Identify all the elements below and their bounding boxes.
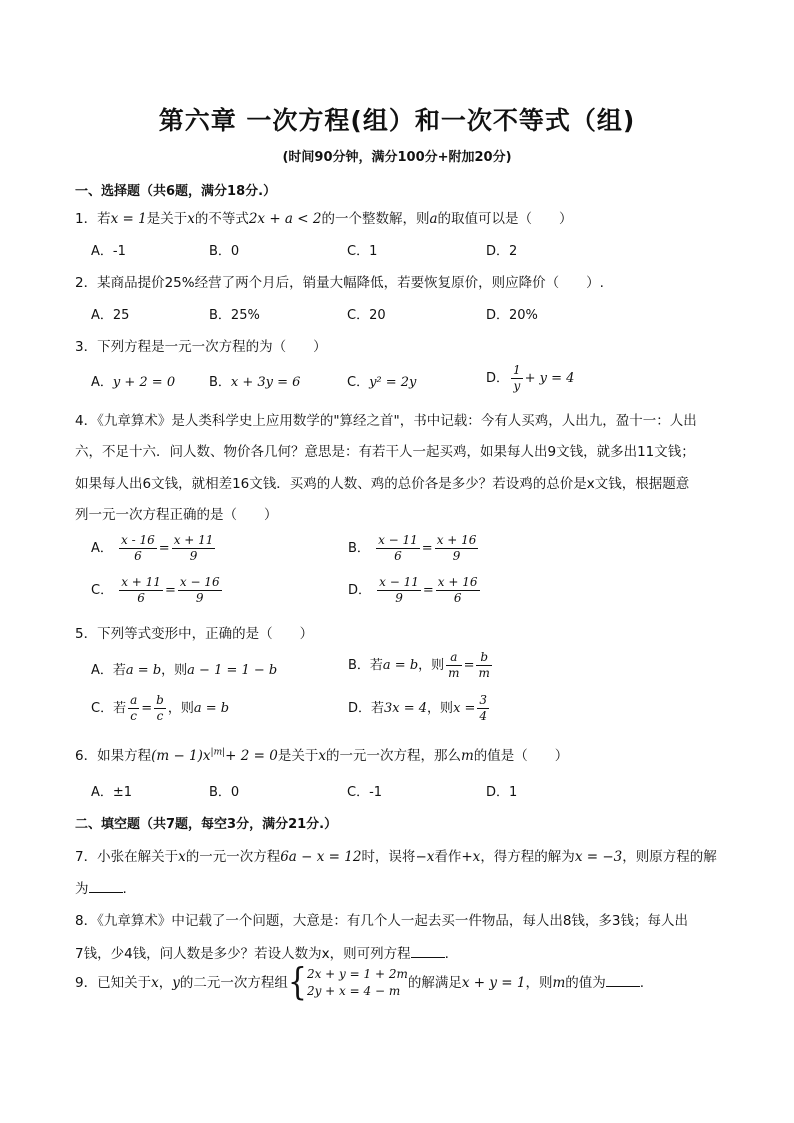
q4-line: 六，不足十六．问人数、物价各几何？意思是：有若干人一起买鸡，如果每人出9文钱，就多出11文钱； — [75, 444, 695, 460]
q5-math: a = b — [125, 663, 162, 678]
fraction-numerator: 1 — [513, 363, 521, 377]
fraction-denominator: 6 — [137, 591, 145, 605]
q1-option-d: D．2 — [486, 244, 518, 259]
q5-option-d — [348, 693, 491, 724]
fraction — [178, 575, 222, 606]
q7-line-2 — [75, 877, 127, 897]
q5-math: a = b — [382, 658, 419, 673]
fraction-denominator: 4 — [479, 709, 488, 723]
q7-math: +x — [461, 849, 481, 865]
fraction-denominator: c — [156, 709, 164, 723]
q5-option-label: B．若 — [348, 658, 383, 673]
page-title: 第六章 一次方程(组）和一次不等式（组) — [158, 106, 636, 135]
q2-option-b: B．25% — [209, 308, 260, 323]
fraction — [511, 363, 523, 394]
q9-math: x — [151, 975, 159, 991]
fraction — [436, 575, 480, 606]
q8-line-2 — [75, 942, 449, 962]
answer-blank[interactable] — [89, 882, 123, 893]
q3-option-label: B． — [209, 375, 231, 390]
q7-text: 7．小张在解关于 — [75, 849, 179, 865]
fraction-denominator: 6 — [134, 549, 142, 563]
q5-text: ，则 — [167, 701, 194, 716]
q9-text: ，则 — [525, 975, 553, 991]
fraction-denominator: 9 — [395, 591, 403, 605]
q2-option-d: D．20% — [486, 308, 538, 323]
q6-option-d: D．1 — [486, 785, 518, 800]
q6-text: 是关于 — [277, 748, 319, 764]
q8-text: . — [444, 946, 449, 962]
q4-line: 4．《九章算术》是人类科学史上应用数学的"算经之首"，书中记载：今有人买鸡，人出九，盈十一：人出 — [75, 413, 697, 429]
q7-math: −x — [415, 849, 435, 865]
q1-option-c: C．1 — [347, 244, 378, 259]
equals-sign: = — [158, 541, 170, 556]
q7-text: 为 — [75, 881, 89, 897]
q5-math: a − 1 = 1 − b — [187, 663, 278, 678]
question-5: 5．下列等式变形中，正确的是（ ） — [75, 626, 314, 642]
q6-math: m — [460, 748, 474, 764]
section-heading-choice: 一、选择题（共6题，满分18分.） — [75, 184, 277, 199]
fraction-numerator: b — [156, 693, 164, 707]
fraction — [435, 533, 479, 564]
fraction — [119, 533, 157, 564]
left-brace: { — [287, 960, 307, 1005]
answer-blank[interactable] — [411, 947, 445, 958]
q1-math: x = 1 — [110, 211, 147, 227]
q6-option-b: B．0 — [209, 785, 240, 800]
q3-option-c — [347, 371, 416, 390]
q6-math: x — [318, 748, 326, 764]
fraction — [476, 650, 491, 681]
fraction — [377, 575, 421, 606]
q1-text: 的一个整数解，则 — [321, 211, 430, 227]
q7-math: x — [178, 849, 186, 865]
q7-math: x = −3 — [574, 849, 623, 865]
q2-option-a: A．25 — [91, 308, 130, 323]
q4-option-label: C． — [91, 583, 114, 598]
q7-text: 时，误将 — [361, 849, 416, 865]
q9-math: x + y = 1 — [461, 975, 526, 991]
equation-system — [307, 966, 408, 1000]
fraction-numerator: x + 16 — [437, 575, 478, 589]
q7-math: 6a − x = 12 — [280, 849, 362, 865]
q5-option-b — [348, 650, 494, 681]
equals-sign: = — [164, 583, 176, 598]
fraction — [119, 575, 163, 606]
equals-sign: = — [141, 701, 153, 716]
equals-sign: = — [422, 583, 434, 598]
section-heading-fill: 二、填空题（共7题，每空3分，满分21分.） — [75, 817, 338, 832]
q6-text: 的值是（ ） — [473, 748, 569, 764]
q5-option-c — [91, 693, 229, 724]
q5-text: ，则 — [427, 701, 454, 716]
q7-text: 看作 — [434, 849, 462, 865]
q7-text: 的一元一次方程 — [185, 849, 281, 865]
q8-text: 7钱，少4钱，问人数是多少？若设人数为x，则可列方程 — [75, 946, 411, 962]
question-9 — [75, 960, 645, 1005]
q6-math: (m − 1)x — [151, 748, 211, 764]
fraction-numerator: x + 11 — [121, 575, 161, 589]
fraction-numerator: b — [476, 650, 491, 666]
q7-text: . — [122, 881, 127, 897]
q3-option-math: y² = 2y — [369, 375, 417, 390]
q4-option-label: B． — [348, 541, 370, 556]
q1-math: 2x + a < 2 — [248, 211, 322, 227]
q9-text: . — [639, 975, 645, 991]
q9-text: 9．已知关于 — [75, 975, 152, 991]
q1-option-b: B．0 — [209, 244, 240, 259]
q1-text: 是关于 — [146, 211, 188, 227]
fraction-denominator: 6 — [394, 549, 402, 563]
fraction-numerator: x + 16 — [436, 533, 477, 547]
q6-option-c: C．-1 — [347, 785, 383, 800]
q3-option-math: + y = 4 — [524, 371, 575, 386]
q6-text: 的一元一次方程，那么 — [325, 748, 461, 764]
fraction-denominator: 9 — [452, 549, 461, 563]
q5-option-label: D．若 — [348, 701, 385, 716]
fraction — [154, 693, 166, 724]
q3-option-label: A． — [91, 375, 113, 390]
fraction-numerator: a — [446, 650, 461, 666]
q9-math: y — [172, 975, 180, 991]
fraction — [128, 693, 139, 724]
fraction-denominator: m — [478, 666, 490, 680]
fraction-denominator: 6 — [453, 591, 462, 605]
q7-text: ，得方程的解为 — [480, 849, 575, 865]
q3-option-label: C． — [347, 375, 370, 390]
question-2: 2．某商品提价25%经营了两个月后，销量大幅降低，若要恢复原价，则应降价（ ）. — [75, 275, 604, 291]
q5-text: ，则 — [161, 663, 188, 678]
fraction-numerator: a — [130, 693, 138, 707]
q1-text: 的取值可以是（ ） — [437, 211, 573, 227]
fraction-denominator: y — [513, 379, 521, 393]
q4-option-d — [348, 575, 482, 606]
fraction-denominator: m — [448, 666, 460, 680]
q7-text: ，则原方程的解 — [622, 849, 717, 865]
q4-line: 如果每人出6文钱，就相差16文钱．买鸡的人数、鸡的总价各是多少？若设鸡的总价是x文钱，根据题意 — [75, 476, 690, 492]
equals-sign: = — [463, 658, 475, 673]
q4-option-label: D． — [348, 583, 372, 598]
question-7 — [75, 845, 717, 865]
q5-option-a — [91, 659, 277, 678]
system-equation: 2y + x = 4 − m — [306, 984, 401, 998]
q5-math: x = — [453, 701, 476, 716]
q5-option-label: C．若 — [91, 701, 127, 716]
q6-text: 6．如果方程 — [75, 748, 152, 764]
fraction-denominator: 9 — [189, 549, 198, 563]
q9-text: 的值为 — [565, 975, 606, 991]
q3-option-d — [486, 363, 574, 394]
q1-math: a — [429, 211, 438, 227]
fraction-denominator: 9 — [195, 591, 204, 605]
q4-line: 列一元一次方程正确的是（ ） — [75, 507, 278, 523]
fraction — [477, 693, 489, 724]
q9-text: 的二元一次方程组 — [179, 975, 288, 991]
q5-text: ，则 — [418, 658, 445, 673]
fraction — [446, 650, 461, 681]
fraction-numerator: x + 11 — [173, 533, 214, 547]
question-6 — [75, 744, 568, 764]
q3-option-b — [209, 371, 300, 390]
equals-sign: = — [421, 541, 433, 556]
q1-option-a: A．-1 — [91, 244, 126, 259]
fraction-numerator: x − 16 — [179, 575, 220, 589]
fraction — [376, 533, 420, 564]
question-3: 3．下列方程是一元一次方程的为（ ） — [75, 339, 327, 355]
q3-option-math: x + 3y = 6 — [230, 375, 301, 390]
fraction-numerator: 3 — [479, 693, 488, 707]
q3-option-label: D． — [486, 371, 510, 386]
q9-math: m — [552, 975, 566, 991]
q8-line-1: 8．《九章算术》中记载了一个问题，大意是：有几个人一起去买一件物品，每人出8钱，多3钱；每人出 — [75, 913, 689, 929]
q6-exponent: |m| — [210, 747, 226, 758]
q9-text: ， — [158, 975, 173, 991]
fraction-numerator: x − 11 — [378, 533, 418, 547]
page-subtitle: (时间90分钟，满分100分+附加20分) — [282, 150, 512, 165]
q4-option-b — [348, 533, 480, 564]
q9-text: 的解满足 — [407, 975, 462, 991]
q1-number: 1． — [75, 211, 98, 227]
q5-option-label: A．若 — [91, 663, 126, 678]
q4-option-label: A． — [91, 541, 113, 556]
q1-text: 若 — [97, 211, 111, 227]
fraction — [172, 533, 216, 564]
q3-option-math: y + 2 = 0 — [112, 375, 176, 390]
q1-text: 的不等式 — [194, 211, 249, 227]
q6-option-a: A．±1 — [91, 785, 133, 800]
fraction-denominator: c — [130, 709, 138, 723]
q4-option-a — [91, 533, 217, 564]
q5-math: a = b — [193, 701, 230, 716]
fraction-numerator: x - 16 — [121, 533, 155, 547]
answer-blank[interactable] — [606, 976, 640, 987]
q1-math: x — [187, 211, 195, 227]
system-equation: 2x + y = 1 + 2m — [306, 967, 408, 981]
fraction-numerator: x − 11 — [379, 575, 419, 589]
q5-math: 3x = 4 — [384, 701, 428, 716]
question-1 — [75, 207, 573, 227]
q2-option-c: C．20 — [347, 308, 386, 323]
q3-option-a — [91, 371, 175, 390]
q4-option-c — [91, 575, 224, 606]
q6-math: + 2 = 0 — [225, 748, 278, 764]
